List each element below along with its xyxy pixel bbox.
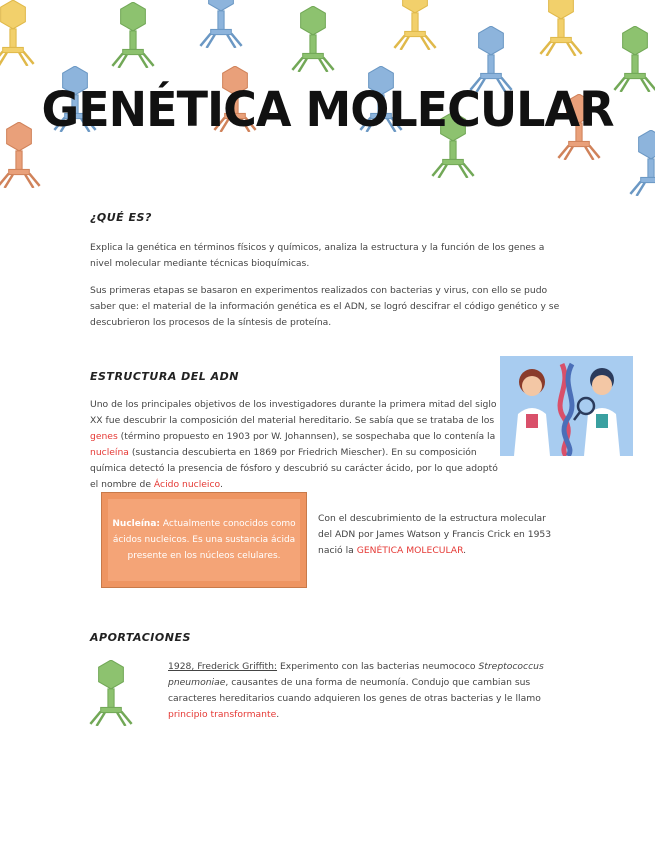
nucleina-callout-text: Nucleína: Actualmente conocidos como ácidos nucleicos. Es una sustancia ácida presente en los núcleos celulares. <box>112 519 296 561</box>
principio-transformante-highlight: principio transformante <box>168 709 277 720</box>
paragraph-estructura: Uno de los principales objetivos de los investigadores durante la primera mitad del siglo XX fue descubrir la composición del material hereditario. Se sabía que se trataba de los genes (término propuesto en 1903 por W. Johannsen), se sospechaba que lo contenía la nucleína (sustancia descubierta en 1869 por Friedrich Miescher). En su composición química detectó la presencia de fósforo y descubrió su carácter ácido, por lo que adoptó el nombre de Ácido nucleico. <box>90 399 498 490</box>
species-name: Streptococcus pneumoniae <box>168 661 544 688</box>
phage-icon <box>88 660 134 726</box>
phage-icon <box>538 0 584 56</box>
paragraph-history: Sus primeras etapas se basaron en experimentos realizados con bacterias y virus, con ello se pudo saber que: el material de la información genética es el ADN, se logró descifrar el código genético y se descubrieron los procesos de la síntesis de proteína. <box>90 285 560 328</box>
scientists-illustration <box>500 356 633 456</box>
section-heading-aportaciones: APORTACIONES <box>90 631 191 644</box>
paragraph-watson-crick: Con el descubrimiento de la estructura molecular del ADN por James Watson y Francis Crick en 1953 nació la GENÉTICA MOLECULAR. <box>318 513 552 556</box>
genetica-molecular-highlight: GENÉTICA MOLECULAR <box>356 545 464 556</box>
phage-icon <box>0 0 36 66</box>
nucleina-callout-box <box>101 492 307 588</box>
paragraph-definition: Explica la genética en términos físicos y químicos, analiza la estructura y la función de los genes a nivel molecular mediante técnicas bioquímicas. <box>90 242 545 269</box>
page-title: GENÉTICA MOLECULAR <box>41 80 614 138</box>
griffith-name: 1928, Frederick Griffith: <box>168 661 278 672</box>
phage-icon <box>290 6 336 72</box>
phage-icon <box>392 0 438 50</box>
section-heading-estructura: ESTRUCTURA DEL ADN <box>90 370 239 383</box>
nucleina-highlight: nucleína <box>90 447 129 458</box>
acido-nucleico-highlight: Ácido nucleico <box>153 479 220 490</box>
phage-icon <box>198 0 244 48</box>
phage-icon <box>628 130 655 196</box>
phage-icon <box>110 2 156 68</box>
genes-highlight: genes <box>90 431 118 442</box>
section-heading-que-es: ¿QUÉ ES? <box>90 211 152 224</box>
paragraph-griffith: 1928, Frederick Griffith: Experimento con las bacterias neumococo Streptococcus pneumoniae, causantes de una forma de neumonía. Condujo que cambian sus caracteres hereditarios cuando adquieren los genes de otras bacterias y le llamo principio transformante. <box>168 661 544 720</box>
